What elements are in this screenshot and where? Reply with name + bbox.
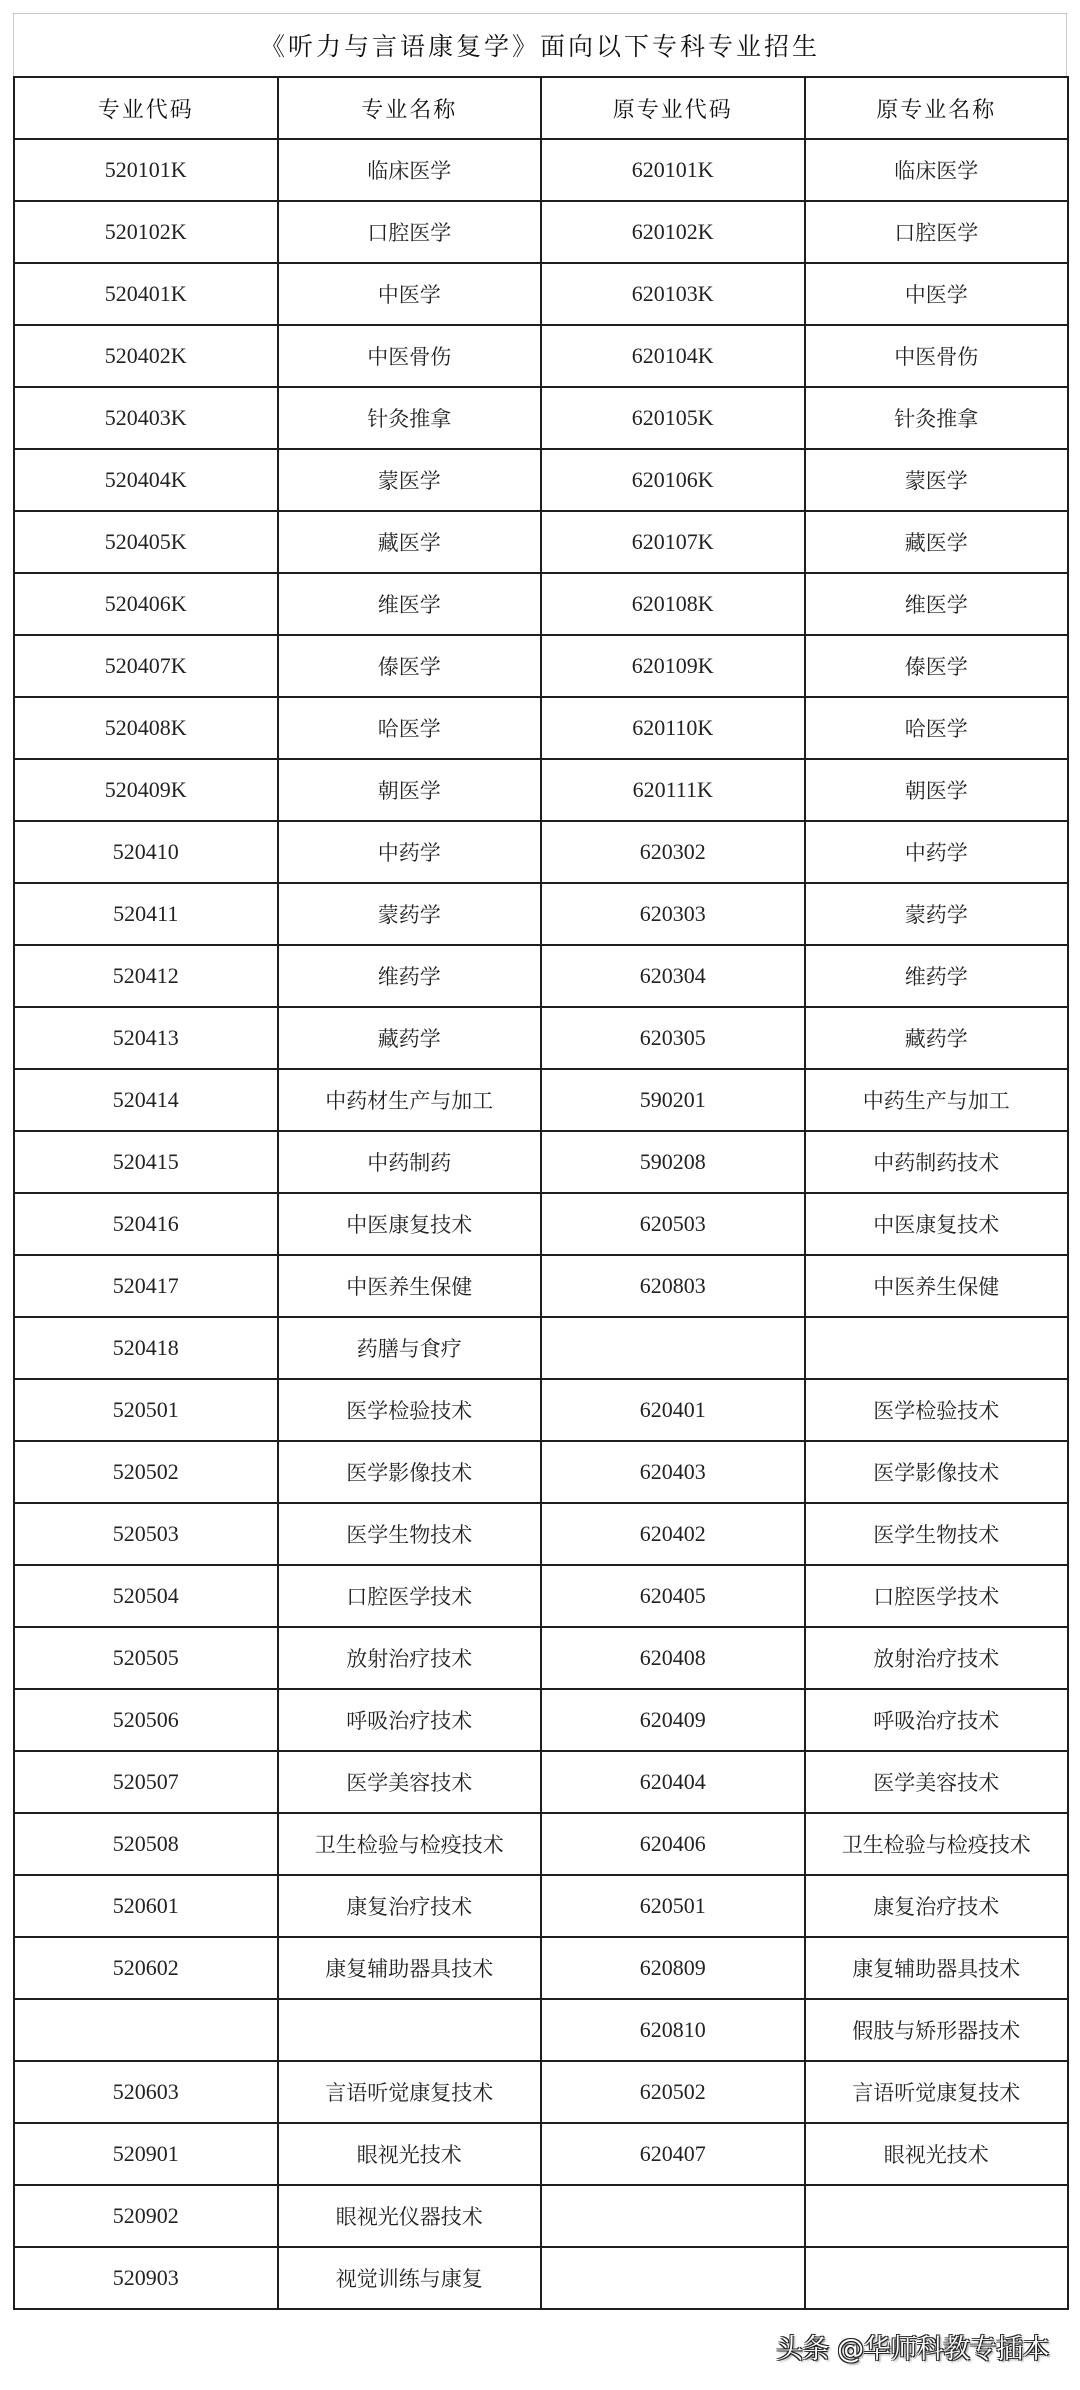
old-major-code-cell: 620810 [541, 1999, 805, 2061]
old-major-name-cell: 中药学 [805, 821, 1069, 883]
table-row [14, 387, 1068, 449]
major-code-cell: 520402K [14, 325, 278, 387]
table-row [14, 139, 1068, 201]
old-major-code-cell: 620502 [541, 2061, 805, 2123]
old-major-code-cell: 620104K [541, 325, 805, 387]
major-name-cell: 傣医学 [278, 635, 542, 697]
old-major-code-cell: 620809 [541, 1937, 805, 1999]
old-major-name-cell: 中药生产与加工 [805, 1069, 1069, 1131]
table-row [14, 1069, 1068, 1131]
table-row [14, 1441, 1068, 1503]
major-code-cell: 520506 [14, 1689, 278, 1751]
table-row [14, 2123, 1068, 2185]
table-title: 《听力与言语康复学》面向以下专科专业招生 [13, 13, 1067, 76]
major-code-cell: 520406K [14, 573, 278, 635]
major-name-cell: 康复辅助器具技术 [278, 1937, 542, 1999]
table-row [14, 1875, 1068, 1937]
major-name-cell: 中医骨伤 [278, 325, 542, 387]
table-row [14, 1565, 1068, 1627]
major-name-cell: 中医康复技术 [278, 1193, 542, 1255]
old-major-name-cell: 中医骨伤 [805, 325, 1069, 387]
old-major-code-cell: 620110K [541, 697, 805, 759]
table-row [14, 2185, 1068, 2247]
table-row [14, 1503, 1068, 1565]
old-major-name-cell: 临床医学 [805, 139, 1069, 201]
table-row [14, 573, 1068, 635]
header-row [14, 77, 1068, 139]
major-name-cell: 放射治疗技术 [278, 1627, 542, 1689]
major-name-cell: 卫生检验与检疫技术 [278, 1813, 542, 1875]
old-major-code-cell: 620106K [541, 449, 805, 511]
old-major-code-cell: 620404 [541, 1751, 805, 1813]
table-row [14, 821, 1068, 883]
column-header-old-name: 原专业名称 [805, 77, 1069, 139]
old-major-code-cell: 620302 [541, 821, 805, 883]
old-major-code-cell: 620304 [541, 945, 805, 1007]
column-header-code: 专业代码 [14, 77, 278, 139]
old-major-code-cell: 620305 [541, 1007, 805, 1069]
table-row [14, 1689, 1068, 1751]
old-major-code-cell: 620105K [541, 387, 805, 449]
old-major-code-cell [541, 2185, 805, 2247]
major-code-cell: 520418 [14, 1317, 278, 1379]
major-code-cell: 520408K [14, 697, 278, 759]
table-row [14, 1627, 1068, 1689]
old-major-code-cell: 620102K [541, 201, 805, 263]
old-major-code-cell: 620103K [541, 263, 805, 325]
major-name-cell: 医学影像技术 [278, 1441, 542, 1503]
major-name-cell: 医学检验技术 [278, 1379, 542, 1441]
major-code-cell: 520412 [14, 945, 278, 1007]
table-row [14, 1937, 1068, 1999]
table-row [14, 1131, 1068, 1193]
major-name-cell: 中药材生产与加工 [278, 1069, 542, 1131]
old-major-name-cell: 口腔医学技术 [805, 1565, 1069, 1627]
old-major-code-cell: 620409 [541, 1689, 805, 1751]
old-major-name-cell: 傣医学 [805, 635, 1069, 697]
old-major-code-cell: 620303 [541, 883, 805, 945]
old-major-code-cell: 620803 [541, 1255, 805, 1317]
old-major-name-cell: 放射治疗技术 [805, 1627, 1069, 1689]
major-code-cell: 520413 [14, 1007, 278, 1069]
major-code-cell: 520602 [14, 1937, 278, 1999]
old-major-name-cell: 医学生物技术 [805, 1503, 1069, 1565]
major-code-cell: 520409K [14, 759, 278, 821]
major-code-cell: 520417 [14, 1255, 278, 1317]
table-body [14, 139, 1068, 2309]
major-code-cell: 520503 [14, 1503, 278, 1565]
old-major-name-cell: 蒙医学 [805, 449, 1069, 511]
old-major-code-cell: 620402 [541, 1503, 805, 1565]
old-major-name-cell: 中医康复技术 [805, 1193, 1069, 1255]
old-major-name-cell: 言语听觉康复技术 [805, 2061, 1069, 2123]
major-name-cell: 中药制药 [278, 1131, 542, 1193]
table-row [14, 697, 1068, 759]
old-major-name-cell: 蒙药学 [805, 883, 1069, 945]
old-major-name-cell: 眼视光技术 [805, 2123, 1069, 2185]
old-major-name-cell: 哈医学 [805, 697, 1069, 759]
old-major-name-cell: 呼吸治疗技术 [805, 1689, 1069, 1751]
major-code-cell: 520401K [14, 263, 278, 325]
old-major-name-cell: 中药制药技术 [805, 1131, 1069, 1193]
old-major-code-cell: 620408 [541, 1627, 805, 1689]
major-name-cell: 蒙药学 [278, 883, 542, 945]
major-name-cell: 维药学 [278, 945, 542, 1007]
old-major-code-cell: 620101K [541, 139, 805, 201]
major-name-cell: 维医学 [278, 573, 542, 635]
major-name-cell: 药膳与食疗 [278, 1317, 542, 1379]
old-major-code-cell: 620401 [541, 1379, 805, 1441]
major-code-cell: 520504 [14, 1565, 278, 1627]
major-code-cell: 520415 [14, 1131, 278, 1193]
table-row [14, 511, 1068, 573]
old-major-code-cell: 620111K [541, 759, 805, 821]
major-code-cell: 520101K [14, 139, 278, 201]
major-code-cell: 520407K [14, 635, 278, 697]
old-major-code-cell: 620403 [541, 1441, 805, 1503]
major-name-cell: 言语听觉康复技术 [278, 2061, 542, 2123]
old-major-name-cell: 卫生检验与检疫技术 [805, 1813, 1069, 1875]
old-major-code-cell [541, 1317, 805, 1379]
old-major-name-cell: 医学检验技术 [805, 1379, 1069, 1441]
major-code-cell: 520507 [14, 1751, 278, 1813]
old-major-name-cell: 针灸推拿 [805, 387, 1069, 449]
old-major-name-cell: 中医学 [805, 263, 1069, 325]
old-major-code-cell [541, 2247, 805, 2309]
major-name-cell: 医学美容技术 [278, 1751, 542, 1813]
major-code-cell: 520901 [14, 2123, 278, 2185]
major-name-cell: 藏药学 [278, 1007, 542, 1069]
major-name-cell: 医学生物技术 [278, 1503, 542, 1565]
major-code-cell: 520603 [14, 2061, 278, 2123]
old-major-name-cell: 维医学 [805, 573, 1069, 635]
major-code-cell: 520411 [14, 883, 278, 945]
major-name-cell: 眼视光仪器技术 [278, 2185, 542, 2247]
table-row [14, 635, 1068, 697]
major-name-cell: 蒙医学 [278, 449, 542, 511]
watermark-text: 头条 @华师科教专插本 [776, 2334, 1050, 2365]
major-name-cell: 临床医学 [278, 139, 542, 201]
old-major-code-cell: 620107K [541, 511, 805, 573]
major-name-cell: 呼吸治疗技术 [278, 1689, 542, 1751]
old-major-name-cell: 医学美容技术 [805, 1751, 1069, 1813]
major-name-cell: 眼视光技术 [278, 2123, 542, 2185]
major-name-cell: 中医学 [278, 263, 542, 325]
major-name-cell: 中药学 [278, 821, 542, 883]
table-row [14, 201, 1068, 263]
column-header-old-code: 原专业代码 [541, 77, 805, 139]
major-name-cell: 康复治疗技术 [278, 1875, 542, 1937]
old-major-code-cell: 590201 [541, 1069, 805, 1131]
major-name-cell: 口腔医学技术 [278, 1565, 542, 1627]
old-major-code-cell: 620108K [541, 573, 805, 635]
major-code-cell: 520403K [14, 387, 278, 449]
old-major-name-cell: 藏药学 [805, 1007, 1069, 1069]
major-name-cell: 中医养生保健 [278, 1255, 542, 1317]
table-row [14, 263, 1068, 325]
major-name-cell [278, 1999, 542, 2061]
table-row [14, 2247, 1068, 2309]
major-name-cell: 针灸推拿 [278, 387, 542, 449]
table-row [14, 945, 1068, 1007]
majors-sheet [13, 13, 1067, 2310]
old-major-name-cell: 朝医学 [805, 759, 1069, 821]
old-major-name-cell: 口腔医学 [805, 201, 1069, 263]
major-code-cell: 520505 [14, 1627, 278, 1689]
major-code-cell: 520508 [14, 1813, 278, 1875]
major-name-cell: 视觉训练与康复 [278, 2247, 542, 2309]
table-row [14, 1255, 1068, 1317]
old-major-code-cell: 620501 [541, 1875, 805, 1937]
table-row [14, 1751, 1068, 1813]
old-major-code-cell: 620407 [541, 2123, 805, 2185]
major-code-cell: 520404K [14, 449, 278, 511]
table-row [14, 1317, 1068, 1379]
old-major-code-cell: 620109K [541, 635, 805, 697]
table-row [14, 1007, 1068, 1069]
old-major-name-cell: 康复辅助器具技术 [805, 1937, 1069, 1999]
major-code-cell [14, 1999, 278, 2061]
major-code-cell: 520416 [14, 1193, 278, 1255]
major-name-cell: 哈医学 [278, 697, 542, 759]
major-code-cell: 520410 [14, 821, 278, 883]
table-row [14, 1813, 1068, 1875]
table-row [14, 325, 1068, 387]
table-row [14, 759, 1068, 821]
major-code-cell: 520903 [14, 2247, 278, 2309]
old-major-name-cell: 医学影像技术 [805, 1441, 1069, 1503]
table-row [14, 1999, 1068, 2061]
table-row [14, 2061, 1068, 2123]
major-name-cell: 口腔医学 [278, 201, 542, 263]
major-code-cell: 520414 [14, 1069, 278, 1131]
major-name-cell: 藏医学 [278, 511, 542, 573]
major-code-cell: 520902 [14, 2185, 278, 2247]
old-major-name-cell: 维药学 [805, 945, 1069, 1007]
old-major-name-cell [805, 2185, 1069, 2247]
old-major-name-cell [805, 1317, 1069, 1379]
major-code-cell: 520501 [14, 1379, 278, 1441]
table-row [14, 449, 1068, 511]
major-code-cell: 520502 [14, 1441, 278, 1503]
old-major-code-cell: 620405 [541, 1565, 805, 1627]
old-major-name-cell: 中医养生保健 [805, 1255, 1069, 1317]
table-row [14, 883, 1068, 945]
majors-table [13, 76, 1069, 2310]
old-major-name-cell [805, 2247, 1069, 2309]
old-major-name-cell: 藏医学 [805, 511, 1069, 573]
major-code-cell: 520601 [14, 1875, 278, 1937]
table-row [14, 1379, 1068, 1441]
old-major-name-cell: 康复治疗技术 [805, 1875, 1069, 1937]
major-name-cell: 朝医学 [278, 759, 542, 821]
major-code-cell: 520102K [14, 201, 278, 263]
old-major-code-cell: 590208 [541, 1131, 805, 1193]
table-row [14, 1193, 1068, 1255]
old-major-name-cell: 假肢与矫形器技术 [805, 1999, 1069, 2061]
major-code-cell: 520405K [14, 511, 278, 573]
old-major-code-cell: 620503 [541, 1193, 805, 1255]
column-header-name: 专业名称 [278, 77, 542, 139]
old-major-code-cell: 620406 [541, 1813, 805, 1875]
